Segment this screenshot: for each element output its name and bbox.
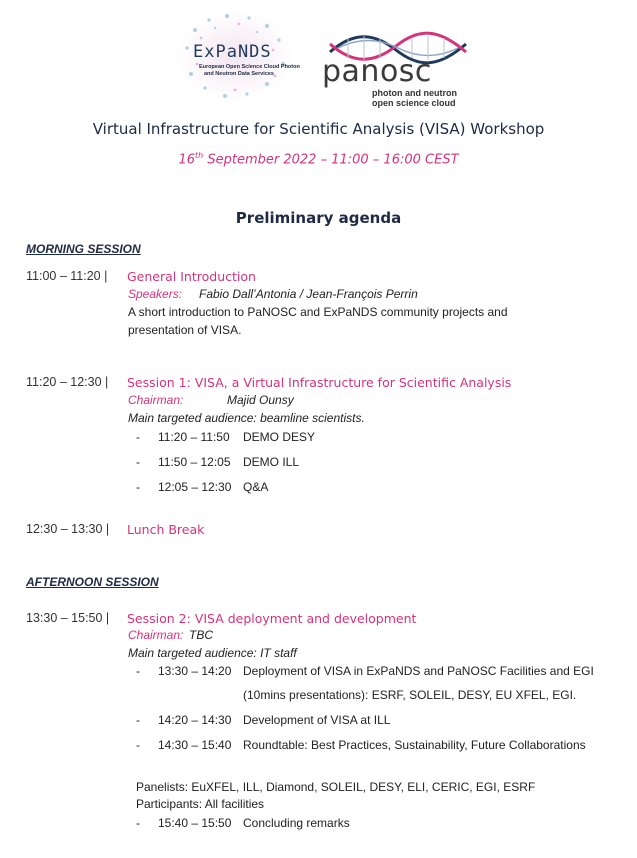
session2-chair-label: Chairman: (128, 628, 184, 642)
session1-item-dash: - (136, 430, 140, 444)
closing-time: 15:40 – 15:50 (158, 816, 232, 830)
session1-item-time: 11:50 – 12:05 (158, 455, 231, 469)
afternoon-session-label: AFTERNOON SESSION (26, 575, 159, 589)
session1-item-desc: DEMO ILL (243, 455, 300, 469)
session1-item-time: 11:20 – 11:50 (158, 430, 230, 444)
session2-item-dash: - (136, 664, 140, 678)
expands-tagline-2: and Neutron Data Services (204, 71, 274, 77)
session1-time: 11:20 – 12:30 | (26, 375, 109, 389)
speakers-label: Speakers: (128, 287, 183, 301)
panelists-line: Panelists: EuXFEL, ILL, Diamond, SOLEIL, DESY, ELI, CERIC, EGI, ESRF (136, 780, 536, 794)
session1-chair-label: Chairman: (128, 393, 184, 407)
session1-chair: Majid Ounsy (227, 393, 294, 407)
agenda-heading: Preliminary agenda (235, 209, 402, 227)
session1-item-desc: DEMO DESY (243, 430, 316, 444)
intro-title: General Introduction (127, 269, 256, 284)
session2-item-time: 13:30 – 14:20 (158, 664, 232, 678)
panosc-wordmark: panosc (322, 54, 432, 89)
session1-audience: Main targeted audience: beamline scientists. (128, 411, 365, 425)
participants-line: Participants: All facilities (136, 797, 265, 811)
session2-item-time: 14:30 – 15:40 (158, 738, 232, 752)
session1-title: Session 1: VISA, a Virtual Infrastructure for Scientific Analysis (127, 375, 512, 390)
session2-audience: Main targeted audience: IT staff (128, 646, 297, 660)
session1-item-dash: - (136, 480, 140, 494)
session1-item-time: 12:05 – 12:30 (158, 480, 232, 494)
session2-item-dash: - (136, 738, 140, 752)
workshop-title: Virtual Infrastructure for Scientific Analysis (VISA) Workshop (92, 120, 545, 138)
expands-tagline-1: European Open Science Cloud Photon (199, 64, 300, 70)
closing-desc: Concluding remarks (243, 816, 350, 830)
session1-item-desc: Q&A (243, 480, 269, 494)
lunch-title: Lunch Break (127, 522, 205, 537)
workshop-date (0, 151, 637, 167)
closing-dash: - (136, 816, 140, 830)
morning-session-label: MORNING SESSION (26, 242, 141, 256)
panosc-tagline-2: open science cloud (372, 98, 456, 108)
lunch-time: 12:30 – 13:30 | (26, 522, 110, 536)
session2-item-dash: - (136, 713, 140, 727)
session1-item-dash: - (136, 455, 140, 469)
intro-desc-1: A short introduction to PaNOSC and ExPaNDS community projects and (128, 305, 508, 319)
speakers-names: Fabio Dall’Antonia / Jean-François Perrin (199, 287, 418, 301)
session2-item-time: 14:20 – 14:30 (158, 713, 232, 727)
expands-wordmark: ExPaNDS (193, 42, 272, 62)
date-rest: September 2022 – 11:00 – 16:00 CEST (203, 152, 459, 168)
session2-item-desc: Deployment of VISA in ExPaNDS and PaNOSC Facilities and EGI (243, 664, 594, 678)
date-suffix: th (195, 151, 204, 160)
session2-chair: TBC (189, 628, 213, 642)
session2-item-desc: Roundtable: Best Practices, Sustainability, Future Collaborations (243, 738, 586, 752)
session2-title: Session 2: VISA deployment and development (127, 611, 417, 626)
session2-time: 13:30 – 15:50 | (26, 611, 110, 625)
session2-item-desc: Development of VISA at ILL (243, 713, 391, 727)
date-day: 16 (178, 152, 196, 168)
session2-item-desc-cont: (10mins presentations): ESRF, SOLEIL, DESY, EU XFEL, EGI. (243, 688, 577, 702)
panosc-tagline-1: photon and neutron (372, 88, 457, 98)
intro-desc-2: presentation of VISA. (128, 323, 242, 337)
intro-time: 11:00 – 11:20 | (26, 269, 108, 283)
